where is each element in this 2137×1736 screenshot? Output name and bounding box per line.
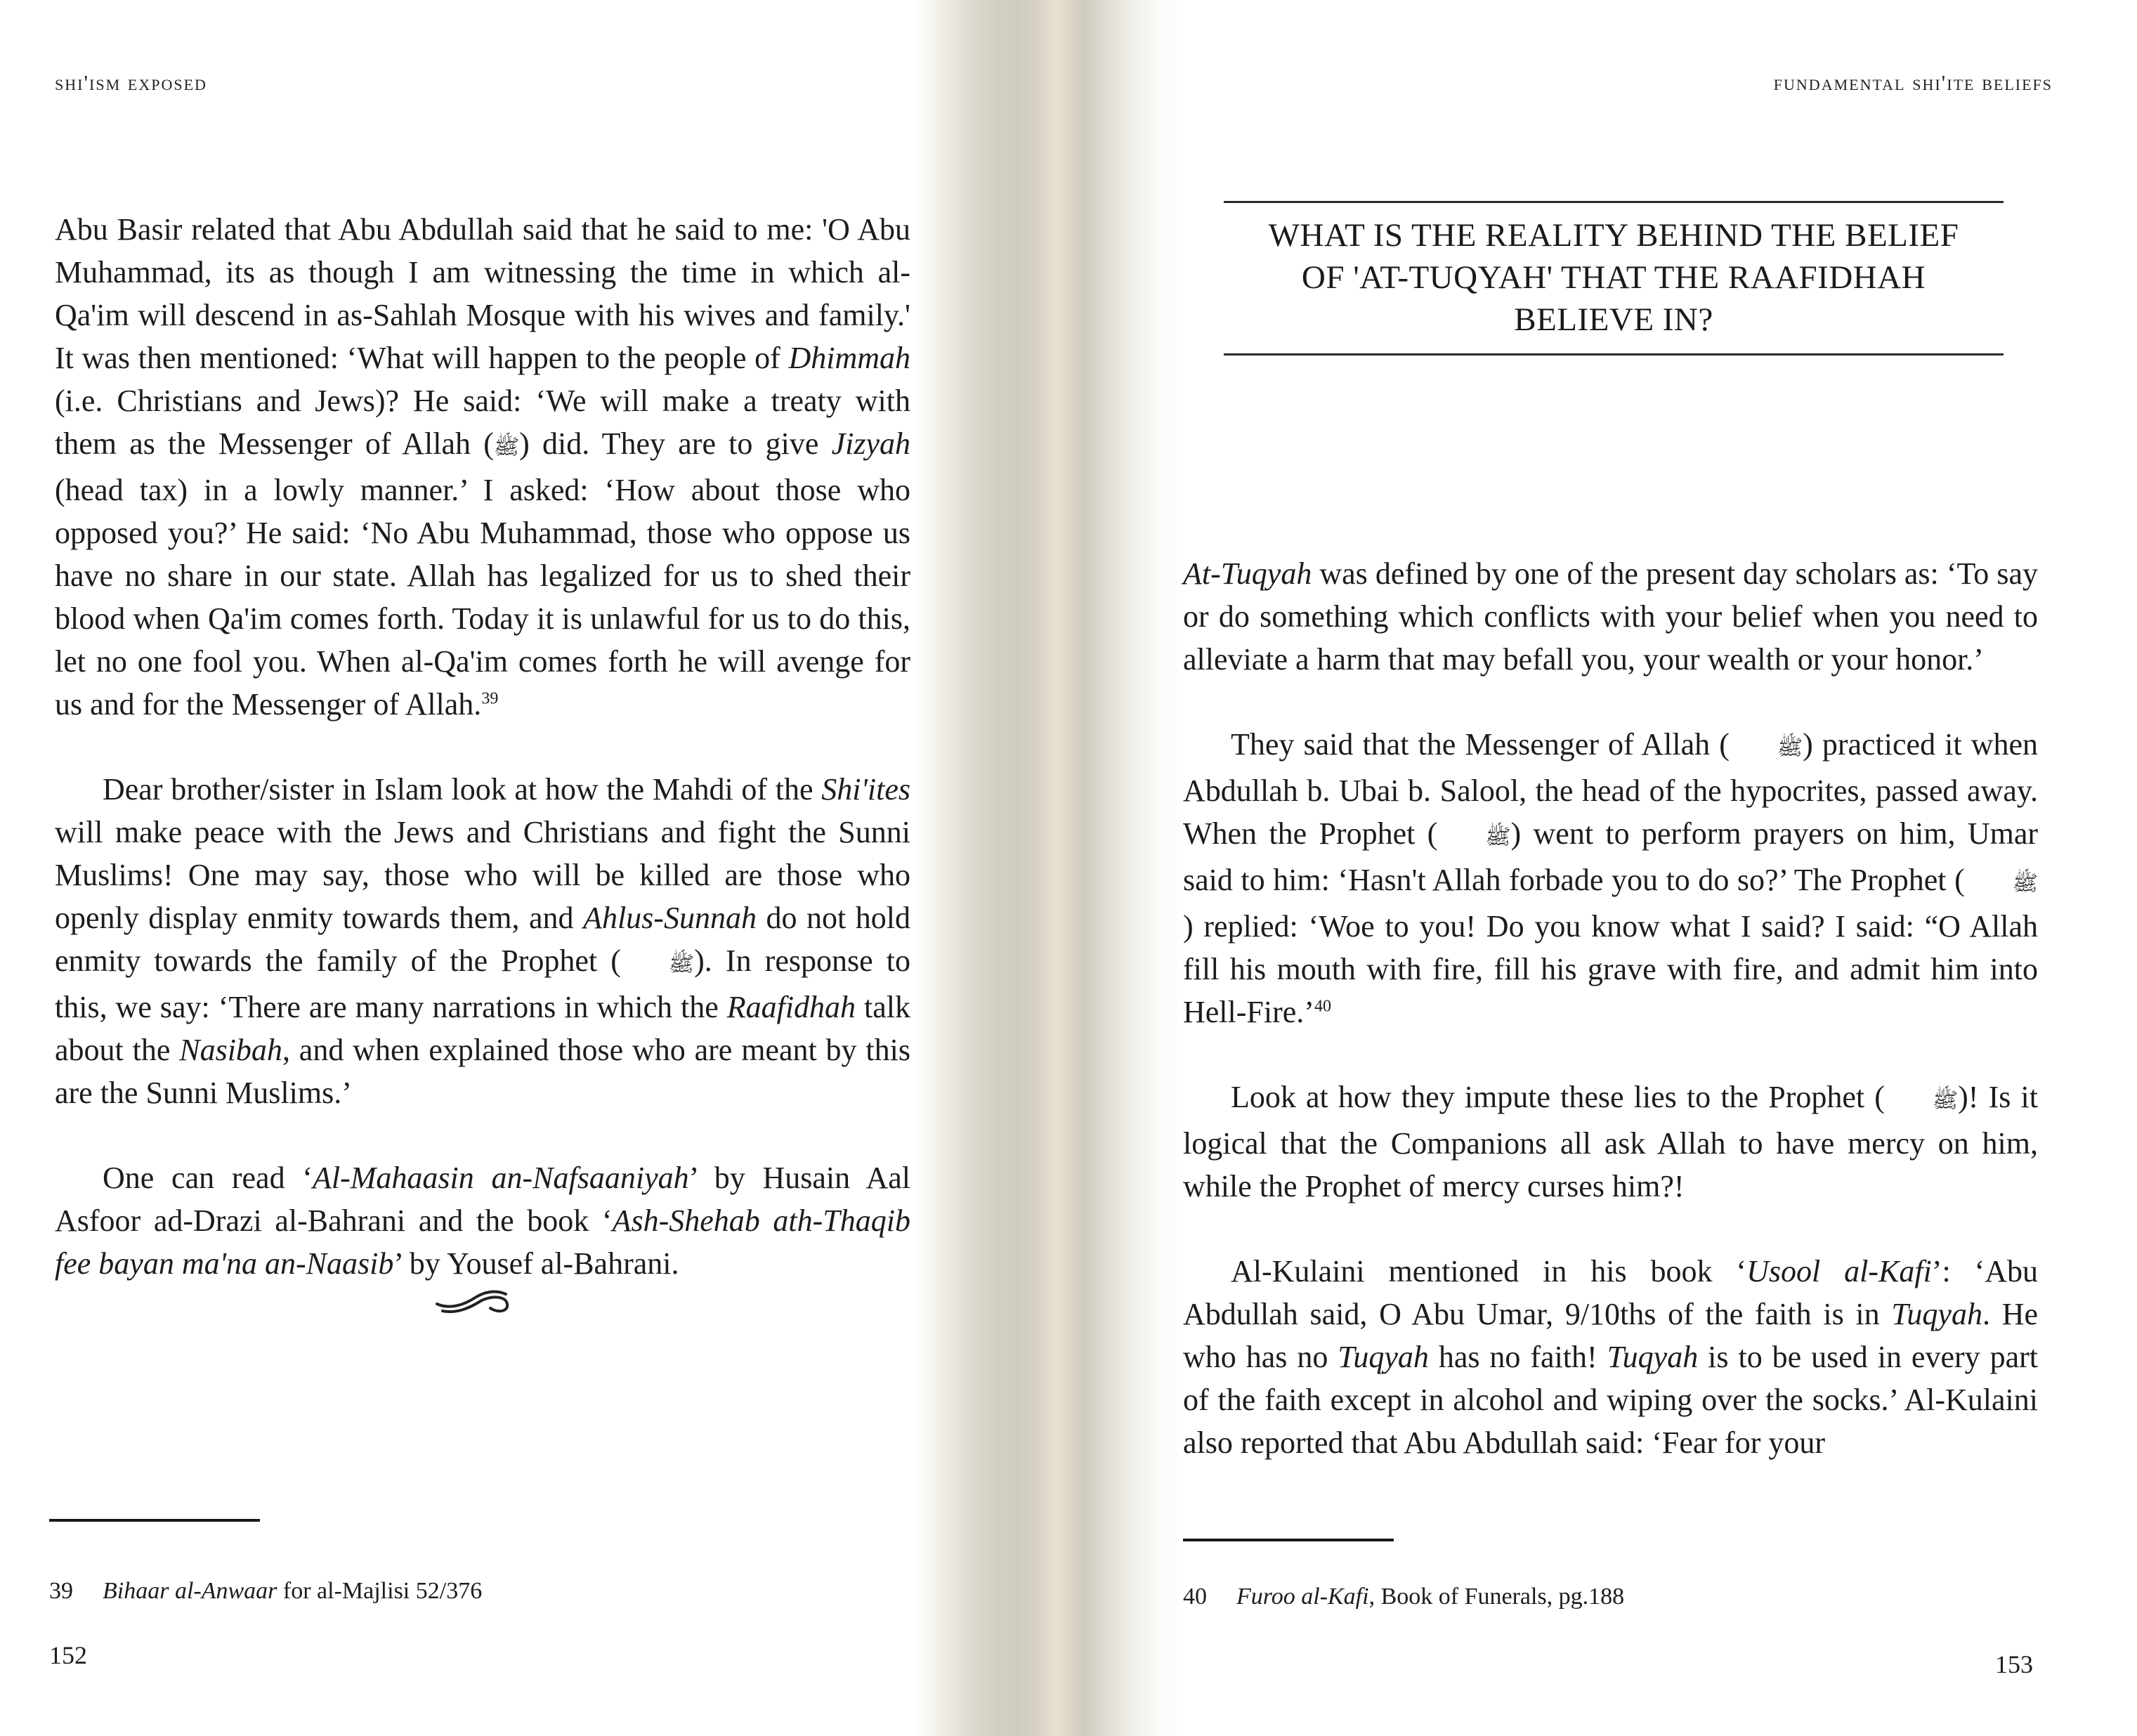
- text-run: They said that the Messenger of Allah (: [1231, 727, 1730, 762]
- italic-term: Raafidhah: [726, 990, 856, 1024]
- heading-line: OF 'AT-TUQYAH' THAT THE RAAFIDHAH: [1301, 259, 1926, 296]
- footnote-source-detail: for al-Majlisi 52/376: [277, 1578, 483, 1604]
- italic-term: At-Tuqyah: [1183, 556, 1312, 591]
- footnote-number: 39: [49, 1578, 73, 1604]
- italic-book-title: Al-Mahaasin an-Nafsaaniyah: [312, 1161, 689, 1195]
- footnote-divider: [1183, 1539, 1394, 1541]
- page-number-left: 152: [49, 1641, 87, 1669]
- text-run: ’ by Husain Aal Asfoor ad-Drazi al-Bahrani and the book ‘: [55, 1161, 910, 1238]
- heading-line: BELIEVE IN?: [1514, 301, 1713, 338]
- salutation-glyph-icon: ﷺ: [493, 436, 520, 459]
- text-run: )! Is it logical that the Companions all ask Allah to have mercy on him, while the Prophet of mercy curses him?!: [1183, 1080, 2038, 1203]
- flourish-ornament-icon: [436, 1286, 513, 1321]
- salutation-glyph-icon: ﷺ: [1777, 736, 1803, 759]
- text-run: Look at how they impute these lies to the Prophet (: [1231, 1080, 1885, 1114]
- text-run: ) went to perform prayers on him, Umar said to him: ‘Hasn't Allah forbade you to do so?’ The Prophet (: [1183, 816, 2039, 897]
- text-run: Al-Kulaini mentioned in his book ‘: [1231, 1254, 1747, 1288]
- italic-term: Shi'ites: [821, 772, 910, 807]
- footnote-ref-40[interactable]: 40: [1314, 997, 1331, 1016]
- text-run: Abu Basir related that Abu Abdullah said that he said to me: 'O Abu Muhammad, its as though I am witnessing the time in which al-Qa'im will descend in as-Sahlah Mosque with his wives and family.' It was then mentioned: ‘What will happen to the people of: [55, 212, 910, 375]
- italic-term: Tuqyah: [1891, 1297, 1982, 1331]
- text-run: will make peace with the Jews and Christians and fight the Sunni Muslims! One may say, those who will be killed are those who openly display enmity towards them, and: [55, 815, 910, 935]
- text-run: is to be used in every part of the faith except in alcohol and wiping over the socks.’ Al-Kulaini also reported that Abu Abdullah said: ‘Fear for your: [1183, 1340, 2038, 1460]
- paragraph-1: [55, 208, 910, 726]
- italic-term: Nasibah: [179, 1033, 282, 1067]
- italic-term: Dhimmah: [788, 341, 910, 375]
- italic-term: Tuqyah: [1607, 1340, 1699, 1374]
- text-run: ’ by Yousef al-Bahrani.: [393, 1246, 679, 1281]
- footnote-divider: [49, 1519, 260, 1522]
- text-run: One can read ‘: [103, 1161, 313, 1195]
- italic-book-title: Usool al-Kafi: [1746, 1254, 1932, 1288]
- text-run: ) did. They are to give: [519, 426, 832, 461]
- salutation-glyph-icon: ﷺ: [668, 953, 695, 976]
- left-page: [0, 0, 913, 1736]
- text-run: ) practiced it when Abdullah b. Ubai b. Salool, the head of the hypocrites, passed away. When the Prophet (: [1183, 727, 2038, 851]
- paragraph-4: [1183, 1250, 2038, 1464]
- text-run: , and when explained those who are meant by this are the Sunni Muslims.’: [55, 1033, 910, 1110]
- italic-term: Ahlus-Sunnah: [583, 901, 757, 935]
- running-head-left: shi'ism exposed: [55, 70, 207, 95]
- text-run: ). In response to this, we say: ‘There are many narrations in which the: [55, 944, 910, 1024]
- chapter-heading: [1224, 201, 2004, 355]
- text-run: (i.e. Christians and Jews)? He said: ‘We will make a treaty with them as the Messenger of Allah (: [55, 384, 910, 461]
- page-number-right: 153: [1995, 1650, 2033, 1678]
- text-run: Dear brother/sister in Islam look at how the Mahdi of the: [103, 772, 822, 807]
- running-head-right: fundamental shi'ite beliefs: [1773, 70, 2053, 95]
- footnote-39: [49, 1578, 482, 1605]
- footnote-ref-39[interactable]: 39: [481, 689, 499, 708]
- footnote-source-detail: , Book of Funerals, pg.188: [1368, 1584, 1625, 1610]
- paragraph-1: [1183, 552, 2038, 681]
- footnote-40: [1183, 1584, 1624, 1610]
- italic-term: Jizyah: [831, 426, 910, 461]
- heading-line: WHAT IS THE REALITY BEHIND THE BELIEF: [1268, 217, 1959, 254]
- italic-book-title: Ash-Shehab ath-Thaqib fee bayan ma'na an-Naasib: [55, 1203, 910, 1281]
- paragraph-3: [1183, 1076, 2038, 1208]
- right-page: [1183, 0, 2137, 1736]
- text-run: was defined by one of the present day scholars as: ‘To say or do something which conflicts with your belief when you need to alleviate a harm that may befall you, your wealth or your honor.’: [1183, 556, 2038, 677]
- left-page-body: [55, 208, 910, 1327]
- salutation-glyph-icon: ﷺ: [1932, 1089, 1959, 1112]
- text-run: ) replied: ‘Woe to you! Do you know what I said? I said: “O Allah fill his mouth with fire, fill his grave with fire, and admit him into Hell-Fire.’: [1183, 909, 2038, 1029]
- text-run: talk about the: [55, 990, 911, 1067]
- paragraph-2: [1183, 723, 2038, 1033]
- footnote-number: 40: [1183, 1584, 1207, 1610]
- text-run: do not hold enmity towards the family of the Prophet (: [55, 901, 910, 978]
- paragraph-2: [55, 768, 910, 1114]
- footnote-source-title: Bihaar al-Anwaar: [103, 1578, 277, 1604]
- text-run: (head tax) in a lowly manner.’ I asked: ‘How about those who opposed you?’ He said: ‘No Abu Muhammad, those who oppose us have no share in our state. Allah has legalized for us to shed their blood when Qa'im comes forth. Today it is unlawful for us to do this, let no one fool you. When al-Qa'im comes forth he will avenge for us and for the Messenger of Allah.: [55, 473, 910, 722]
- footnote-source-title: Furoo al-Kafi: [1236, 1584, 1369, 1610]
- text-run: ’: ‘Abu Abdullah said, O Abu Umar, 9/10ths of the faith is in: [1183, 1254, 2039, 1331]
- right-page-body: [1183, 552, 2038, 1506]
- paragraph-3: [55, 1156, 910, 1285]
- text-run: has no faith!: [1428, 1340, 1607, 1374]
- book-spine-gutter: [913, 0, 1187, 1736]
- salutation-glyph-icon: ﷺ: [2012, 872, 2038, 895]
- salutation-glyph-icon: ﷺ: [1485, 825, 1511, 849]
- text-run: . He who has no: [1183, 1297, 2039, 1374]
- italic-term: Tuqyah: [1338, 1340, 1429, 1374]
